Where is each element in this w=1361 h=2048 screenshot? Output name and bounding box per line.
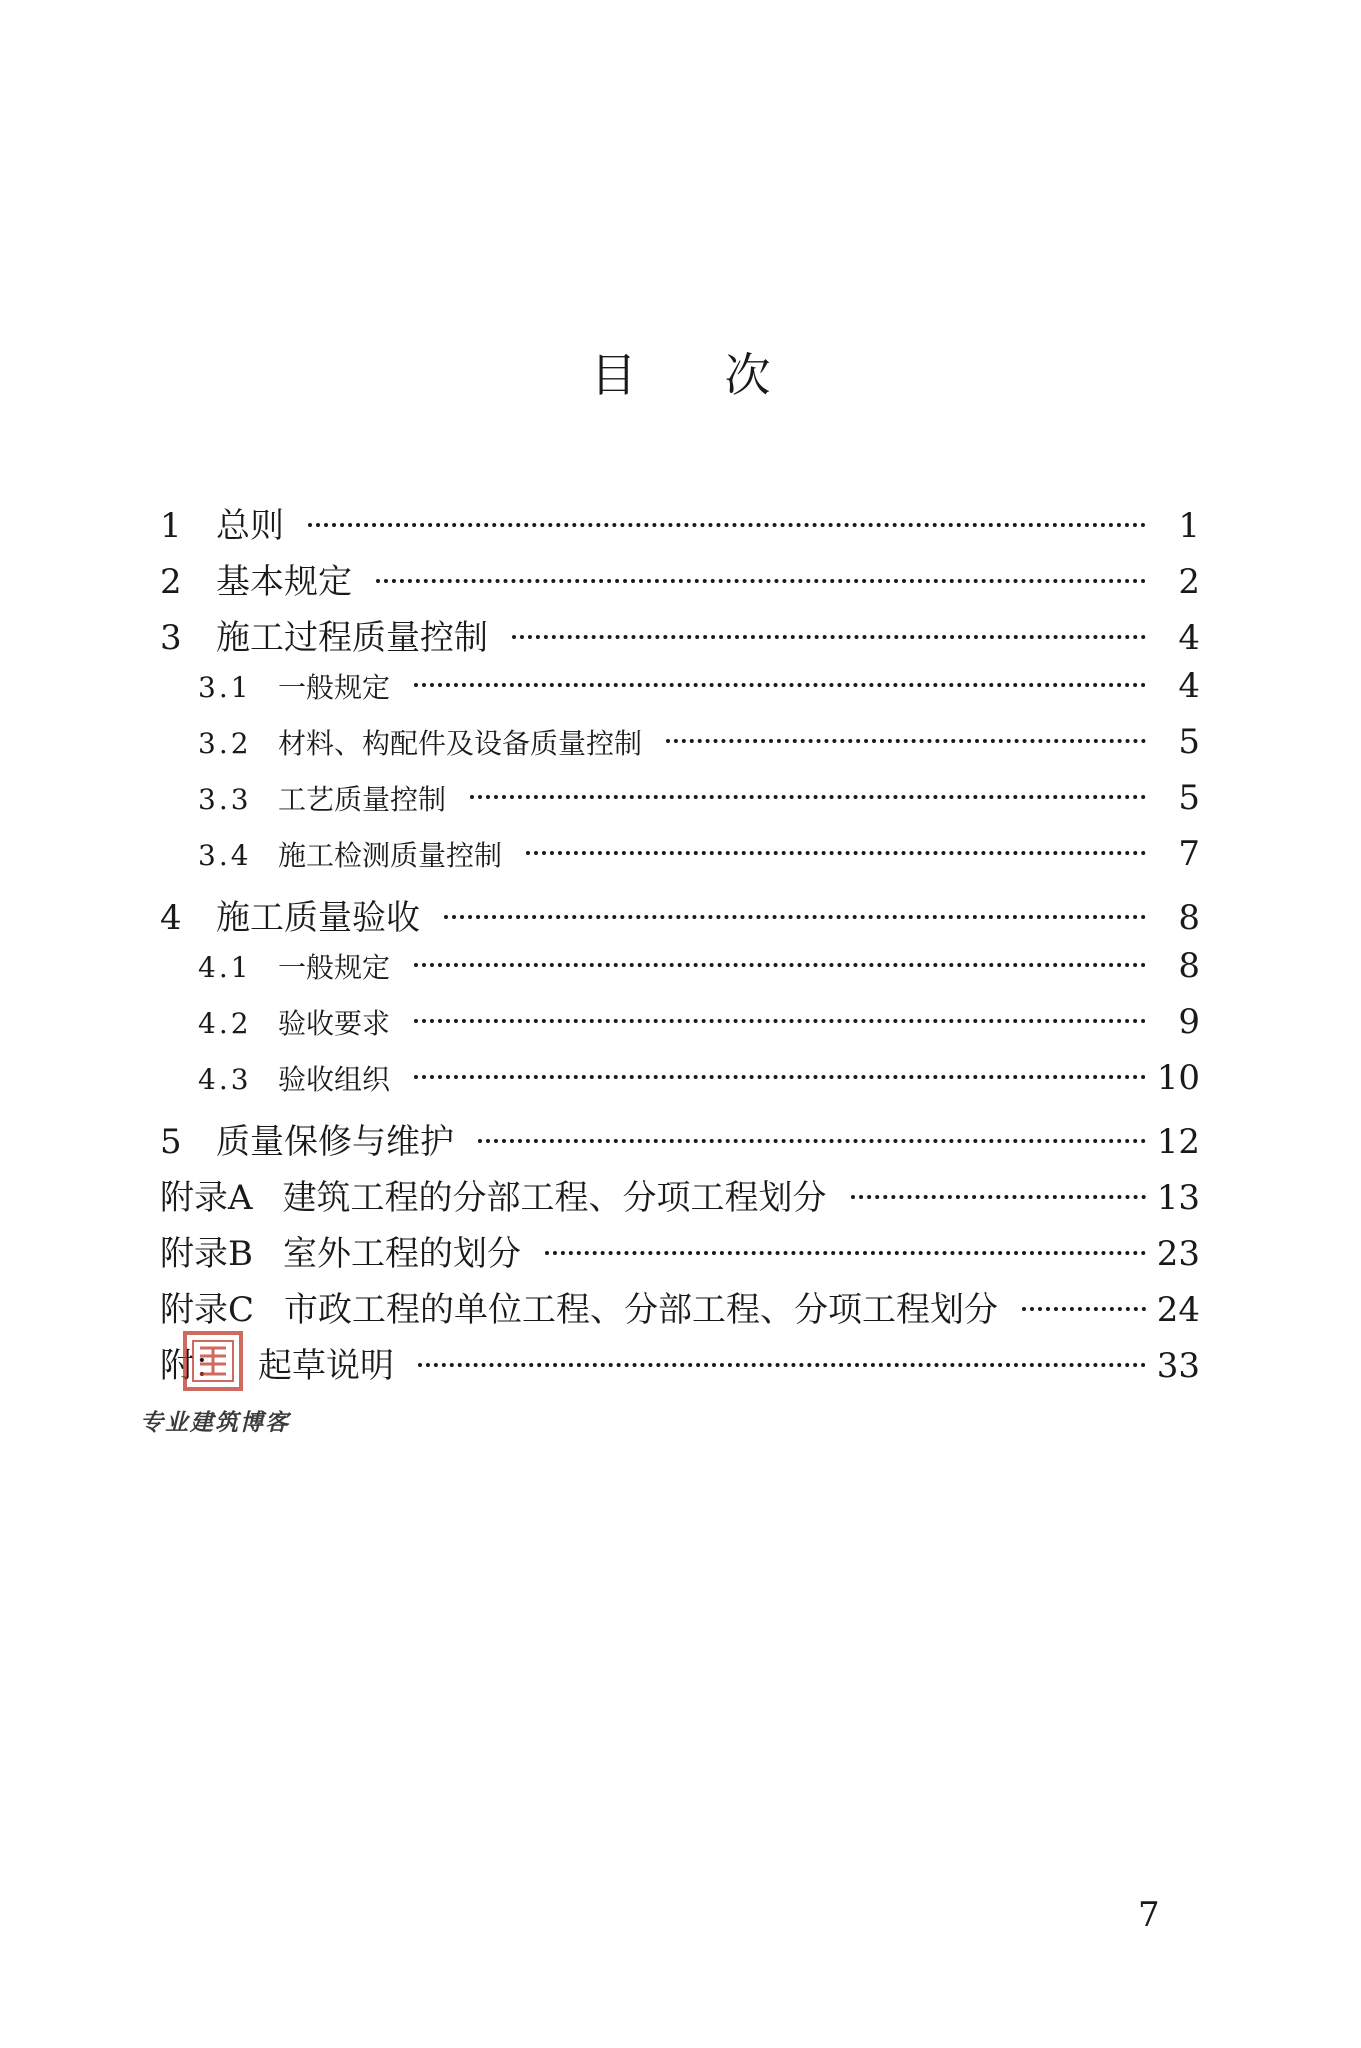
toc-subentry[interactable] [160, 722, 1200, 778]
toc-entry-number: 附录C [160, 1290, 255, 1330]
toc-entry-number: 2 [160, 562, 182, 602]
toc-entry-page: 5 [1178, 778, 1200, 818]
toc-entry-number: 5 [160, 1122, 182, 1162]
dot-leader [851, 1195, 1146, 1199]
toc-entry-title: 一般规定 [278, 951, 391, 984]
toc-entry-title: 起草说明 [258, 1346, 394, 1386]
toc-entry-title: 工艺质量控制 [278, 783, 447, 816]
toc-subentry[interactable] [160, 666, 1200, 722]
toc-entry-page: 23 [1156, 1234, 1200, 1274]
toc-entry-page: 2 [1178, 562, 1200, 602]
toc-appendix-entry[interactable] [160, 1170, 1200, 1226]
toc-entry-number: 4.2 [198, 1007, 252, 1040]
toc-entry-number: 附录B [160, 1234, 253, 1274]
dot-leader [512, 635, 1146, 639]
toc-entry-number: 3.1 [198, 671, 252, 704]
toc-entry[interactable] [160, 498, 1200, 554]
toc-entry-page: 12 [1156, 1122, 1200, 1162]
dot-leader [414, 1019, 1146, 1023]
toc-entry-number: 4.3 [198, 1063, 252, 1096]
dot-leader [470, 795, 1146, 799]
toc-entry-number: 附录A [160, 1178, 253, 1218]
toc-entry-number: 3.2 [198, 727, 252, 760]
toc-entry-title: 建筑工程的分部工程、分项工程划分 [282, 1178, 827, 1218]
dot-leader [414, 1075, 1146, 1079]
toc-subentry[interactable] [160, 834, 1200, 890]
toc-entry[interactable] [160, 890, 1200, 946]
table-of-contents [160, 498, 1200, 1394]
dot-leader [414, 963, 1146, 967]
toc-entry-page: 1 [1178, 506, 1200, 546]
toc-entry-title: 材料、构配件及设备质量控制 [278, 727, 643, 760]
toc-entry-number: 4.1 [198, 951, 252, 984]
toc-entry-page: 9 [1178, 1002, 1200, 1042]
toc-entry-number: 4 [160, 898, 182, 938]
toc-entry-title: 总则 [216, 506, 284, 546]
toc-entry-number: 3.4 [198, 839, 252, 872]
page-title: 目次 [590, 348, 859, 402]
seal-stamp-icon [182, 1330, 244, 1392]
toc-entry-page: 8 [1178, 946, 1200, 986]
toc-entry-page: 24 [1156, 1290, 1200, 1330]
toc-subentry[interactable] [160, 1058, 1200, 1114]
dot-leader [478, 1139, 1146, 1143]
toc-subentry[interactable] [160, 778, 1200, 834]
toc-entry-page: 7 [1178, 834, 1200, 874]
toc-subentry[interactable] [160, 946, 1200, 1002]
toc-entry-title: 一般规定 [278, 671, 391, 704]
toc-entry-number: 附： [160, 1346, 228, 1386]
toc-entry-title: 施工过程质量控制 [216, 618, 488, 658]
toc-appendix-entry[interactable] [160, 1282, 1200, 1338]
dot-leader [376, 579, 1146, 583]
toc-entry-page: 13 [1156, 1178, 1200, 1218]
toc-entry-title: 施工检测质量控制 [278, 839, 503, 872]
toc-entry[interactable] [160, 554, 1200, 610]
toc-entry-page: 33 [1156, 1346, 1200, 1386]
toc-entry-page: 10 [1156, 1058, 1200, 1098]
toc-entry[interactable] [160, 610, 1200, 666]
toc-entry-title: 基本规定 [216, 562, 352, 602]
toc-entry-number: 3.3 [198, 783, 252, 816]
toc-entry-title: 市政工程的单位工程、分部工程、分项工程划分 [284, 1290, 999, 1330]
toc-entry-page: 4 [1178, 618, 1200, 658]
toc-entry-title: 验收组织 [278, 1063, 391, 1096]
toc-entry-page: 5 [1178, 722, 1200, 762]
toc-entry[interactable] [160, 1114, 1200, 1170]
toc-subentry[interactable] [160, 1002, 1200, 1058]
toc-appendix-entry[interactable] [160, 1226, 1200, 1282]
toc-entry-title: 质量保修与维护 [216, 1122, 454, 1162]
toc-entry-page: 8 [1178, 898, 1200, 938]
dot-leader [1022, 1307, 1146, 1311]
toc-entry-title: 施工质量验收 [216, 898, 420, 938]
dot-leader [666, 739, 1146, 743]
page-number: 7 [1138, 1895, 1160, 1935]
dot-leader [545, 1251, 1146, 1255]
dot-leader [444, 915, 1146, 919]
toc-appendix-entry[interactable] [160, 1338, 1200, 1394]
toc-entry-page: 4 [1178, 666, 1200, 706]
toc-entry-title: 验收要求 [278, 1007, 391, 1040]
dot-leader [414, 683, 1146, 687]
dot-leader [308, 523, 1146, 527]
dot-leader [418, 1363, 1146, 1367]
toc-entry-number: 3 [160, 618, 182, 658]
dot-leader [526, 851, 1146, 855]
watermark-text: 专业建筑博客 [140, 1409, 290, 1436]
toc-entry-title: 室外工程的划分 [283, 1234, 521, 1274]
toc-entry-number: 1 [160, 506, 182, 546]
